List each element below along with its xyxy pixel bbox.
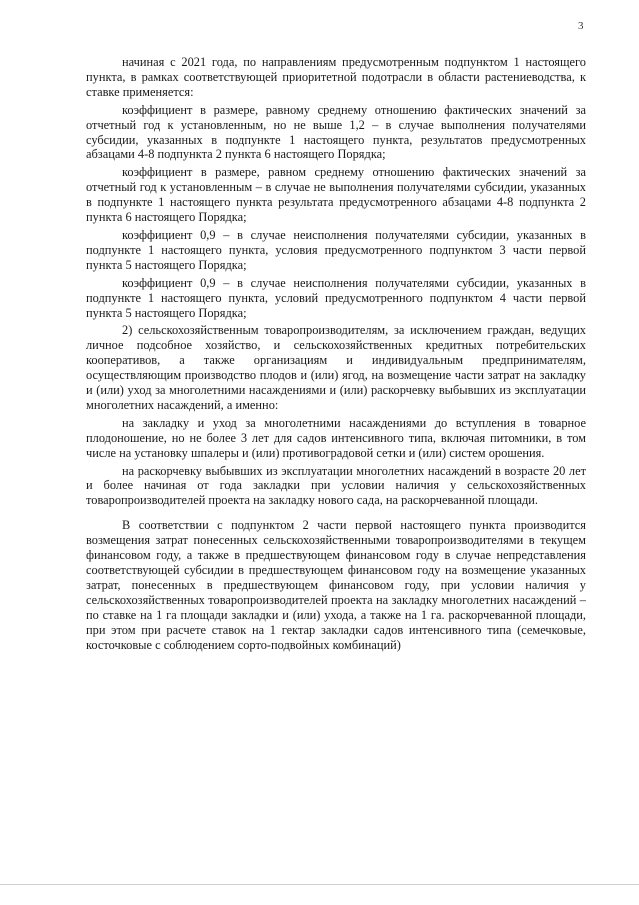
page-number: 3 xyxy=(578,20,584,32)
paragraph-reimbursement: В соответствии с подпунктом 2 части первой настоящего пункта производится возмещения затрат понесенных сельскохозяйственными товаропроизводителями в текущем финансовом году, а также в предшествующем финансовом году в случае непредставления соответствующей субсидии в предшествующем финансовом году на возмещение указанных затрат, понесенных в предшествующем финансовом году, при условии наличия у сельскохозяйственных товаропроизводителей проекта на закладку многолетних насаждений – по ставке на 1 га площади закладки и (или) ухода, а также на 1 га. раскорчеванной площади, при этом при расчете ставок на 1 гектар закладки садов интенсивного типа (семечковые, косточковые с соблюдением сорто-подвойных комбинаций) xyxy=(86,518,586,652)
paragraph-coefficient-3: коэффициент 0,9 – в случае неисполнения получателями субсидии, указанных в подпункте 1 настоящего пункта, условия предусмотренного подпунктом 3 части первой пункта 5 настоящего Порядка; xyxy=(86,227,586,272)
paragraph-coefficient-1: коэффициент в размере, равному среднему отношению фактических значений за отчетный год к установленным, но не выше 1,2 – в случае выполнения получателями субсидии, указанных в подпункте 1 настоящего пункта, результатов предусмотренных абзацами 4-8 подпункта 2 пункта 6 настоящего Порядка; xyxy=(86,102,586,162)
paragraph-intro: начиная с 2021 года, по направлениям предусмотренным подпунктом 1 настоящего пункта, в рамках соответствующей приоритетной подотрасли в области растениеводства, к ставке применяется: xyxy=(86,55,586,99)
paragraph-coefficient-4: коэффициент 0,9 – в случае неисполнения получателями субсидии, указанных в подпункте 1 настоящего пункта, условий предусмотренного подпунктом 4 части первой пункта 5 настоящего Порядка; xyxy=(86,275,586,320)
paragraph-planting-care: на закладку и уход за многолетними насаждениями до вступления в товарное плодоношение, но не более 3 лет для садов интенсивного типа, включая питомники, в том числе на установку шпалеры и (или) противоградовой сетки и (или) систем орошения. xyxy=(86,415,586,460)
scan-edge-line xyxy=(0,884,639,885)
paragraph-uprooting: на раскорчевку выбывших из эксплуатации многолетних насаждений в возрасте 20 лет и более начиная от года закладки при условии наличия у сельскохозяйственных товаропроизводителей проекта на закладку нового сада, на раскорчеванной площади. xyxy=(86,463,586,508)
document-body xyxy=(86,55,586,655)
paragraph-subpoint-2: 2) сельскохозяйственным товаропроизводителям, за исключением граждан, ведущих личное подсобное хозяйство, и сельскохозяйственных кредитных потребительских кооперативов, а также организациям и индивидуальным предпринимателям, осуществляющим производство плодов и (или) ягод, на возмещение части затрат на закладку и (или) уход за многолетними насаждениями и (или) раскорчевку выбывших из эксплуатации многолетних насаждений, а именно: xyxy=(86,323,586,412)
paragraph-coefficient-2: коэффициент в размере, равном среднему отношению фактических значений за отчетный год к установленным – в случае не выполнения получателями субсидии, указанных в подпункте 1 настоящего пункта результата предусмотренного абзацами 4-8 подпункта 2 пункта 6 настоящего Порядка; xyxy=(86,165,586,225)
